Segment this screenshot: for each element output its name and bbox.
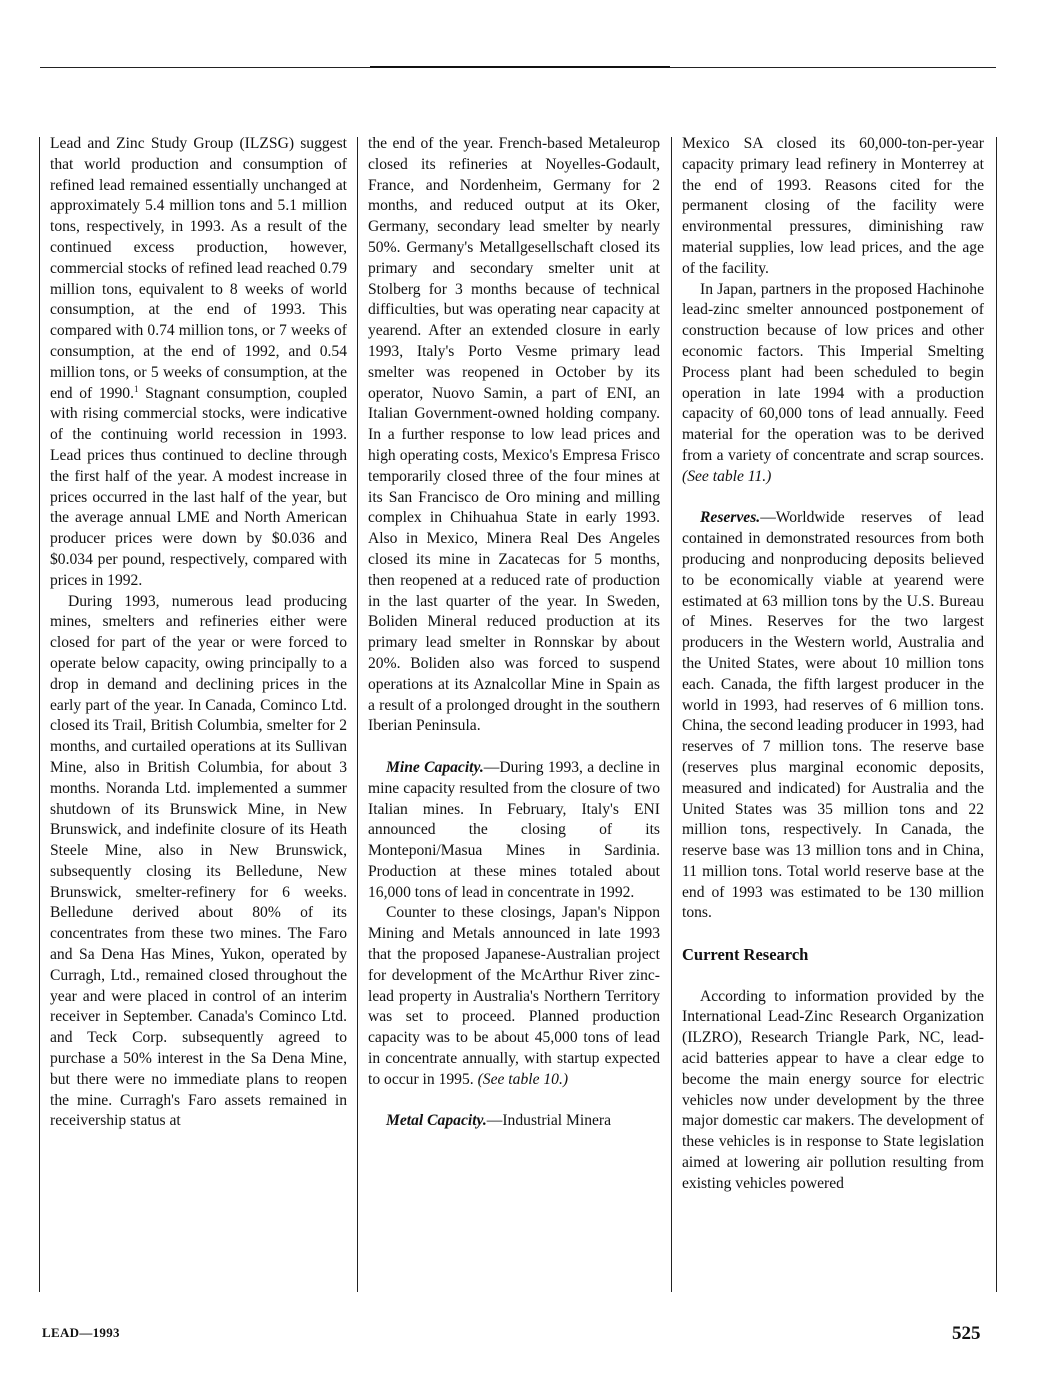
paragraph-mine-capacity — [368, 758, 660, 904]
paragraph-reserves — [682, 508, 984, 924]
table-reference: (See table 10.) — [477, 1070, 569, 1088]
paragraph-text: Stagnant consumption, coupled with rising commercial stocks, were indicative of the continuing world recession in 1993. Lead prices thus continued to decline through the first half of the year. A modest increase in prices occurred in the last half of the year, but the average annual LME and North American producer prices were down by $0.036 and $0.034 per pound, respectively, compared with prices in 1992. — [50, 384, 348, 589]
paragraph-text: —Worldwide reserves of lead contained in demonstrated resources from both producing and nonproducing deposits believed to be economically viable at yearend were estimated at 63 million tons by the U.S. Bureau of Mines. Reserves for the two largest producers in the Western world, Australia and the United States, were about 10 million tons each. Canada, the fifth largest producer in the world in 1993, had reserves of 6 million tons. China, the second leading producer in 1993, had reserves of 7 million tons. The reserve base (reserves plus marginal economic deposits, measured and indicated) for Australia and the United States was 35 million tons and 22 million tons, respectively. In Canada, the reserve base was 13 million tons and in China, 11 million tons. Total world reserve base at the end of 1993 was estimated to be 130 million tons. — [682, 509, 984, 922]
column-3 — [682, 134, 984, 1195]
paragraph-ilzro: According to information provided by the International Lead-Zinc Research Organization (ILZRO), Research Triangle Park, NC, lead-acid batteries appear to have a clear edge to become the main energy source for electric vehicles now under development by the three major domestic car makers. The development of these vehicles is in response to State legislation aimed at lowering air pollution resulting from existing vehicles powered — [682, 987, 984, 1192]
paragraph-text: —Industrial Minera — [486, 1112, 612, 1130]
table-reference: (See table 11.) — [682, 467, 772, 485]
section-title-current-research: Current Research — [682, 945, 809, 965]
footnote-marker: 1 — [134, 383, 139, 394]
column-rule-right — [996, 137, 997, 1292]
paragraph-text: Lead and Zinc Study Group (ILZSG) suggest that world production and consumption of refined lead remained essentially unchanged at approximately 5.4 million tons and 5.1 million tons, respectively, in 1993. As a result of the continued excess production, however, commercial stocks of refined lead reached 0.79 million tons, equivalent to 8 weeks of world consumption, at the end of 1993. This compared with 0.74 million tons, or 7 weeks of consumption, at the end of 1992, and 0.54 million tons, or 5 weeks of consumption, at the end of 1990. — [50, 135, 347, 402]
column-rule-left — [39, 137, 40, 1292]
paragraph-text: —During 1993, a decline in mine capacity resulted from the closure of two Italian mines. In February, Italy's ENI announced the closing of its Monteponi/Masua Mines in Sardinia. Production at these mines totaled about 16,000 tons of lead in concentrate in 1992. — [368, 758, 660, 901]
column-rule-2 — [671, 137, 672, 1292]
column-rule-1 — [357, 137, 358, 1292]
column-1 — [50, 134, 347, 1132]
paragraph-metal-capacity — [368, 1111, 660, 1132]
header-rule-accent — [370, 66, 670, 68]
paragraph-text: Counter to these closings, Japan's Nippon Mining and Metals announced in late 1993 that the proposed Japanese-Australian project for development of the McArthur River zinc-lead property in Australia's Northern Territory was set to proceed. Planned production capacity was to be about 45,000 tons of lead in concentrate annually, with startup expected to occur in 1995. — [368, 904, 660, 1088]
paragraph-mcarthur-river — [368, 903, 660, 1090]
column-2 — [368, 134, 660, 1132]
paragraph-closures: During 1993, numerous lead producing mines, smelters and refineries either were closed for part of the year or were forced to operate below capacity, owing principally to a drop in demand and declining prices in the early part of the year. In Canada, Cominco Ltd. closed its Trail, British Columbia, smelter for 2 months, and curtailed operations at its Sullivan Mine, also in British Columbia, for about 3 months. Noranda Ltd. implemented a summer shutdown of its Brunswick Mine, in New Brunswick, and indefinite closure of its Heath Steele Mine, also in New Brunswick, subsequently closing its Belledune, New Brunswick, smelter-refinery for 6 weeks. Belledune derived about 80% of its concentrates from these two mines. The Faro and Sa Dena Has Mines, Yukon, operated by Curragh, Ltd., remained closed throughout the year and were placed in control of an interim receiver in September. Canada's Cominco Ltd. and Teck Corp. subsequently agreed to purchase a 50% interest in the Sa Dena Mine, but there were no immediate plans to reopen the mine. Curragh's Faro assets remained in receivership status at — [50, 592, 347, 1130]
subhead-metal-capacity: Metal Capacity. — [386, 1112, 487, 1130]
paragraph-text: In Japan, partners in the proposed Hachinohe lead-zinc smelter announced postponement of construction because of low prices and other economic factors. This Imperial Smelting Process plant had been scheduled to begin operation in late 1994 with a production capacity of 60,000 tons of lead annually. Feed material for the operation was to be derived from a variety of concentrate and scrap sources. — [682, 280, 984, 464]
page-number: 525 — [952, 1323, 981, 1344]
paragraph-ilzsg — [50, 134, 347, 592]
running-head: LEAD—1993 — [42, 1325, 120, 1340]
paragraph-monterrey: Mexico SA closed its 60,000-ton-per-year capacity primary lead refinery in Monterrey at the end of 1993. Reasons cited for the permanent closing of the facility were environmental pressures, diminishing raw material supplies, low lead prices, and the age of the facility. — [682, 135, 984, 277]
subhead-mine-capacity: Mine Capacity. — [386, 758, 484, 776]
paragraph-europe-closures: the end of the year. French-based Metaleurop closed its refineries at Noyelles-Godault, France, and Nordenheim, Germany for 2 months, and reduced output at its Oker, Germany, secondary lead smelter by nearly 50%. Germany's Metallgesellschaft closed its primary and secondary smelter unit at Stolberg for 3 months because of technical difficulties, but was operating near capacity at yearend. After an extended closure in early 1993, Italy's Porto Vesme primary lead smelter was reopened in October by its operator, Nuovo Samin, a part of ENI, an Italian Government-owned holding company. In a further response to low lead prices and high operating costs, Mexico's Empresa Frisco temporarily closed three of the four mines at its San Francisco de Oro mining and milling complex in Chihuahua State in early 1993. Also in Mexico, Minera Real Des Angeles closed its mine in Zacatecas for 5 months, then reopened at a reduced rate of production in the last quarter of the year. In Sweden, Boliden Mineral reduced production at its primary lead smelter in Ronnskar by about 20%. Boliden also was forced to suspend operations at its Aznalcollar Mine in Spain as a result of a prolonged drought in the southern Iberian Peninsula. — [368, 135, 660, 735]
paragraph-hachinohe — [682, 280, 984, 488]
subhead-reserves: Reserves. — [700, 509, 761, 527]
